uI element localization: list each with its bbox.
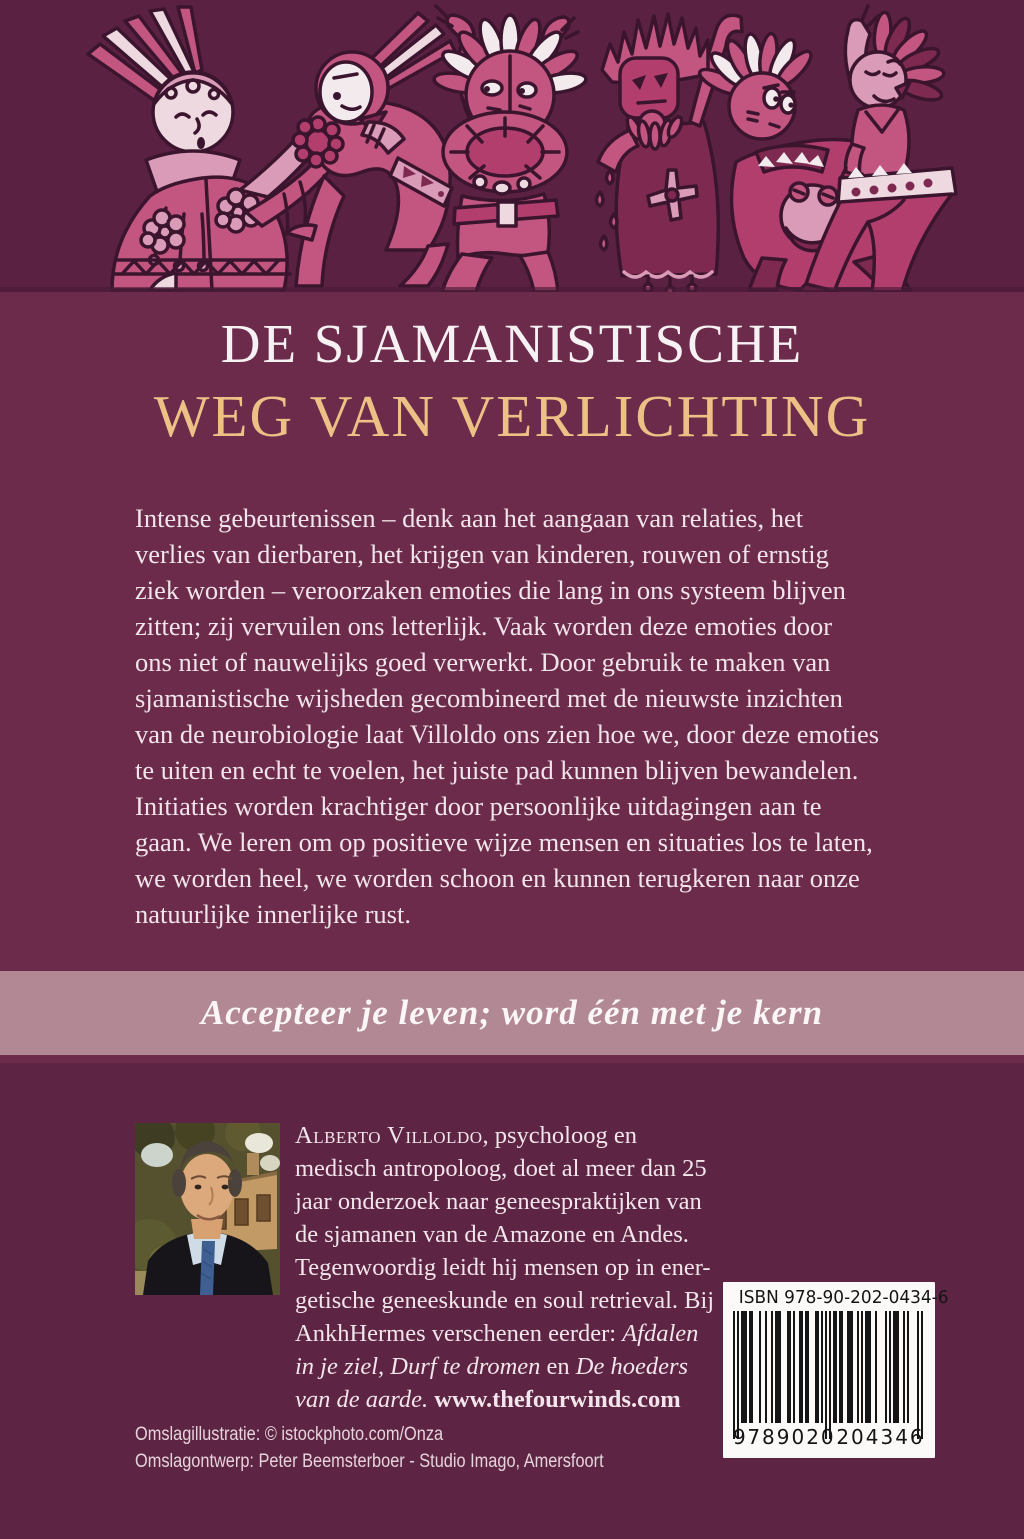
barcode-digits [733,1425,925,1449]
isbn-label: ISBN 978-90-202-0434-6 [738,1287,949,1308]
credit-design-line: Omslagontwerp: Peter Beemsterboer - Studio Imago, Amersfoort [135,1451,604,1472]
credits-block [135,1421,604,1475]
cover-illustration [0,0,1024,292]
tagline-banner [0,971,1024,1055]
synopsis-text: Intense gebeurtenissen – denk aan het aangaan van relaties, het verlies van dierbaren, het krijgen van kinderen, rouwen of ernstig ziek worden – veroorzaken emoties die lang in ons systeem blijven zitten; zij vervuilen ons letterlijk. Vaak worden deze emoties door ons niet of nauwelijks goed verwerkt. Door gebruik te maken van sjamanistische wijsheden gecombineerd met de nieuwste inzichten van de neurobiologie laat Villoldo ons zien hoe we, door deze emoties te uiten en echt te voelen, het juiste pad kunnen blijven bewandelen. Initiaties worden krachtiger door persoonlijke uitdagingen aan te gaan. We leren om op positieve wijze mensen en situaties los te laten, we worden heel, we worden schoon en kunnen terugkeren naar onze natuurlijke innerlijke rust. [135,503,880,929]
book-title-line-2: WEG VAN VERLICHTING [153,383,871,449]
book-title-line-1: DE SJAMANISTISCHE [220,313,804,374]
credit-illustration-line: Omslagillustratie: © istockphoto.com/Onza [135,1424,444,1445]
barcode-digit-group-2: 204346 [836,1425,925,1449]
author-photo [135,1123,280,1295]
upper-section [0,292,1024,1063]
barcode-digit-group-1: 789020 [747,1425,836,1449]
barcode-bars [733,1311,925,1439]
barcode-panel [723,1282,949,1458]
tagline-text: Accepteer je leven; word één met je kern [200,993,824,1032]
lower-section [0,1063,1024,1539]
barcode-digit-lead: 9 [733,1425,746,1449]
author-bio: Alberto Villoldo, psycholoog en medisch antropoloog, doet al meer dan 25 jaar onderzoek naar geneespraktijken van de sjamanen van de Amazone en Andes. Tegenwoordig leidt hij mensen op in ener- getische geneeskunde en soul retrieval. Bij AnkhHermes verschenen eerder: Afdalen in je ziel, Durf te dromen en De hoeders van de aarde. www.thefourwinds.com [295,1122,715,1413]
